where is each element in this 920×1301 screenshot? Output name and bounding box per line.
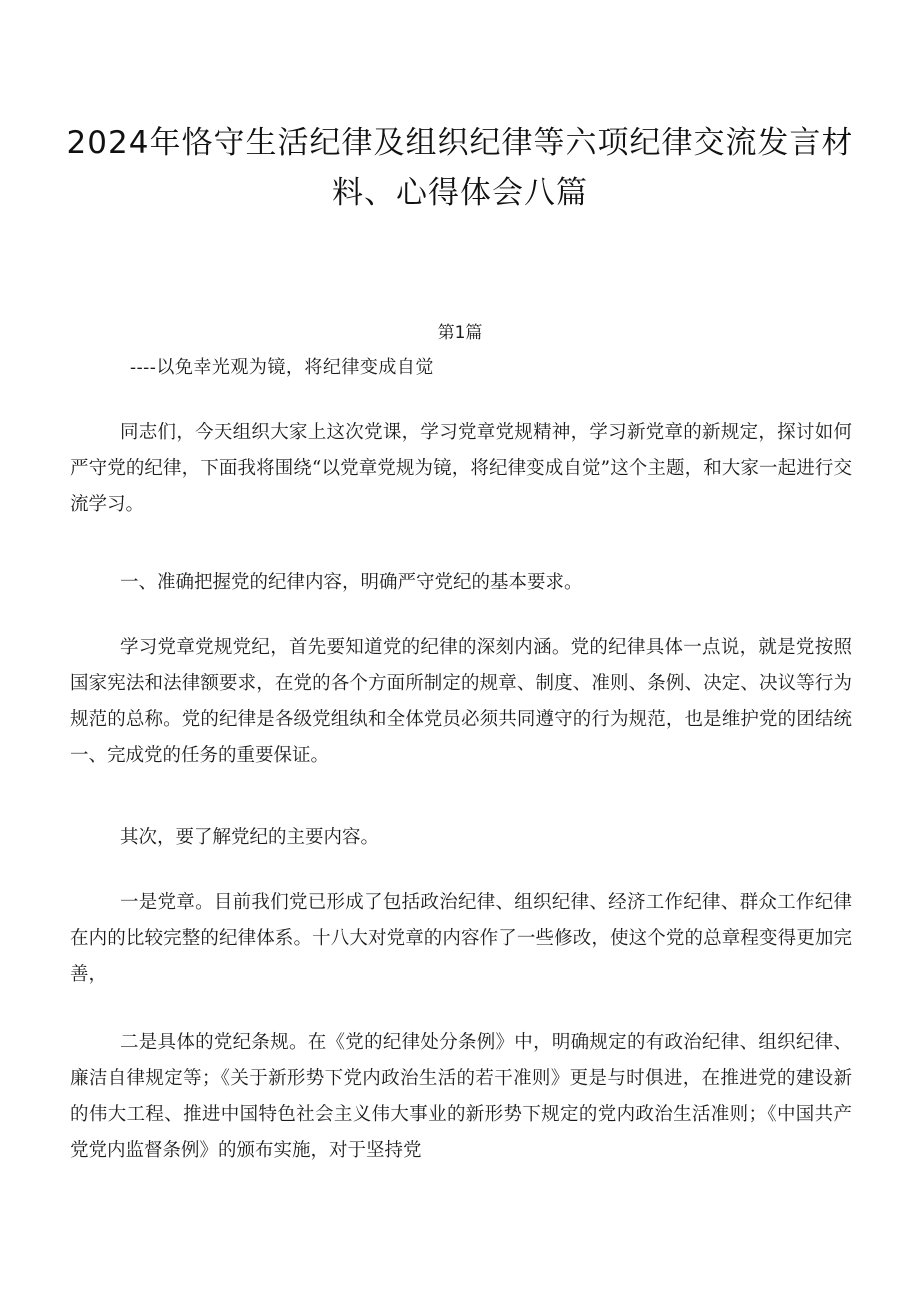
section-heading: 第1篇 — [437, 323, 483, 343]
paragraph-heading-one: 一、准确把握党的纪律内容，明确严守党纪的基本要求。 — [120, 572, 583, 593]
paragraph-intro: 同志们，今天组织大家上这次党课，学习党章党规精神，学习新党章的新规定，探讨如何严守党的纪律，下面我将围绕“以党章党规为镜，将纪律变成自觉”这个主题，和大家一起进行交流学习。 — [70, 422, 852, 515]
paragraph-discipline-definition: 学习党章党规党纪，首先要知道党的纪律的深刻内涵。党的纪律具体一点说，就是党按照国家宪法和法律额要求，在党的各个方面所制定的规章、制度、准则、条例、决定、决议等行为规范的总称。党的纪律是各级党组纨和全体党员必须共同遵守的行为规范，也是维护党的团结统一、完成党的任务的重要保证。 — [70, 637, 852, 766]
paragraph-point-one: 一是党章。目前我们党已形成了包括政治纪律、组织纪律、经济工作纪律、群众工作纪律在内的比较完整的纪律体系。十八大对党章的内容作了一些修改，使这个党的总章程变得更加完善， — [70, 892, 852, 985]
section-subtitle: ----以免幸光观为镜，将纪律变成自觉 — [130, 357, 434, 378]
paragraph-secondly: 其次，要了解党纪的主要内容。 — [120, 827, 380, 848]
paragraph-point-two: 二是具体的党纪条规。在《党的纪律处分条例》中，明确规定的有政治纪律、组织纪律、廉洁自律规定等；《关于新形势下党内政治生活的若干准则》更是与时俱进，在推进党的建设新的伟大工程、推进中国特色社会主义伟大事业的新形势下规定的党内政治生活准则；《中国共产党党内监督条例》的颁布实施，对于坚持党 — [70, 1032, 852, 1161]
document-title: 2024年恪守生活纪律及组织纪律等六项纪律交流发言材料、心得体会八篇 — [66, 125, 854, 211]
